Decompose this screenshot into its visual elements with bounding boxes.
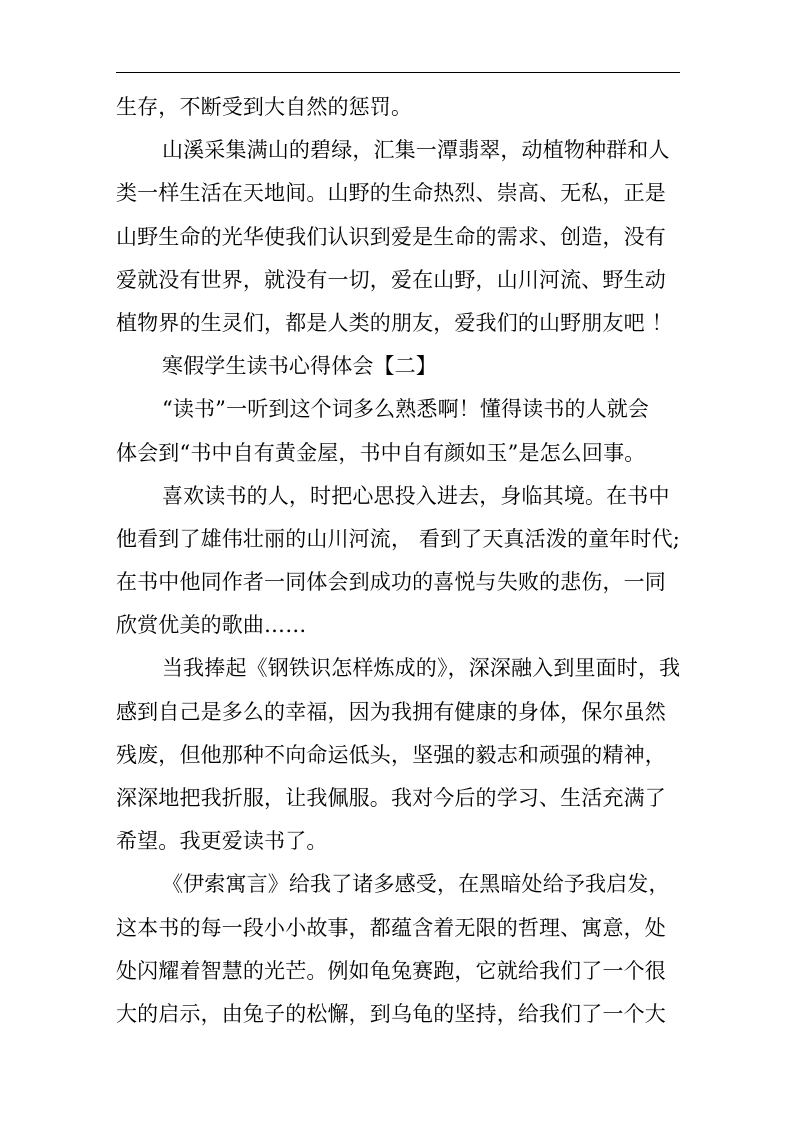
text-line: 植物界的生灵们，都是人类的朋友，爱我们的山野朋友吧 ！ [116,310,673,335]
text-line: 寒假学生读书心得体会【二】 [162,354,437,379]
text-line: 喜欢读书的人，时把心思投入进去，身临其境。在书中 [162,483,670,508]
text-line: 欣赏优美的歌曲…… [116,613,307,638]
text-line: 大的启示，由兔子的松懈，到乌龟的坚持，给我们了一个大 [116,1001,666,1026]
text-line: 在书中他同作者一同体会到成功的喜悦与失败的悲伤，一同 [116,570,666,595]
document-body [116,86,680,1036]
text-line: 处闪耀着智慧的光芒。例如龟兔赛跑，它就给我们了一个很 [116,958,666,983]
header-rule [116,72,680,73]
text-line: 当我捧起《钢铁识怎样炼成的》，深深融入到里面时，我 [162,656,681,681]
text-line: 《伊索寓言》给我了诸多感受，在黑暗处给予我启发， [162,872,670,897]
text-line: 感到自己是多么的幸福，因为我拥有健康的身体，保尔虽然 [116,699,666,724]
text-line: 希望。我更爱读书了。 [116,829,328,854]
text-line: 残废，但他那种不向命运低头，坚强的毅志和顽强的精神， [116,742,666,767]
text-line: 类一样生活在天地间。山野的生命热烈、崇高、无私，正是 [116,181,666,206]
text-line: 爱就没有世界，就没有一切，爱在山野，山川河流、野生动 [116,267,666,292]
text-line: 这本书的每一段小小故事，都蕴含着无限的哲理、寓意，处 [116,915,666,940]
text-line: 体会到“书中自有黄金屋，书中自有颜如玉”是怎么回事。 [116,440,646,465]
text-line: 生存，不断受到大自然的惩罚。 [116,95,413,119]
text-line: 深深地把我折服，让我佩服。我对今后的学习、生活充满了 [116,786,666,810]
text-line: 山野生命的光华使我们认识到爱是生命的需求、创造，没有 [116,224,666,249]
text-line: 他看到了雄伟壮丽的山川河流， 看到了天真活泼的童年时代; [116,526,680,551]
text-line: “读书”一听到这个词多么熟悉啊！懂得读书的人就会 [162,397,650,422]
text-line: 山溪采集满山的碧绿，汇集一潭翡翠，动植物种群和人 [162,138,670,163]
